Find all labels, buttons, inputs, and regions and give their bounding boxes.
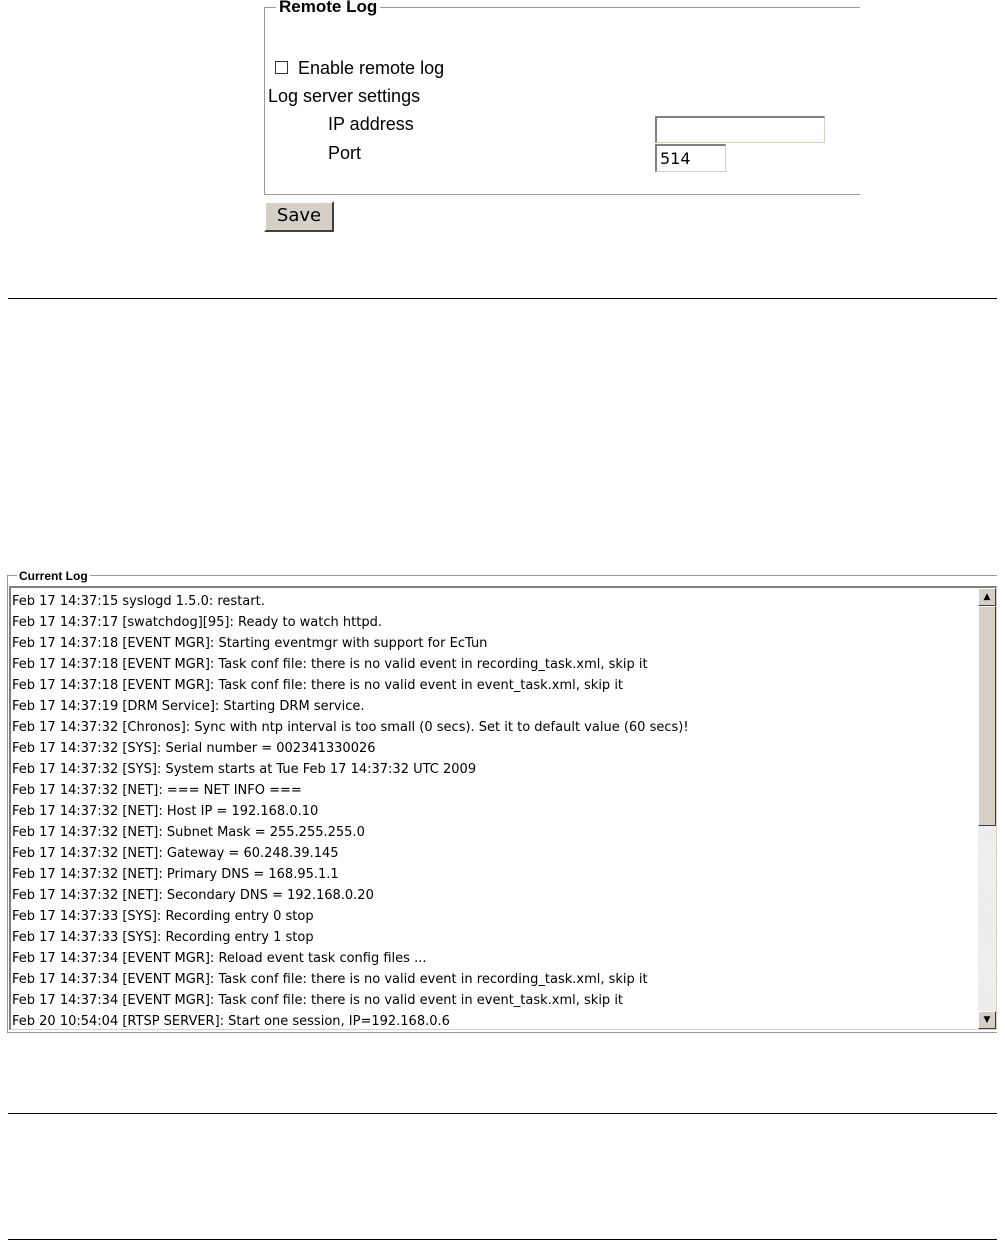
log-line: Feb 17 14:37:17 [swatchdog][95]: Ready to watch httpd. [12, 615, 382, 630]
log-textarea[interactable] [9, 586, 997, 1030]
divider [8, 298, 997, 299]
log-line: Feb 20 10:54:04 [RTSP SERVER]: Start one session, IP=192.168.0.6 [12, 1014, 450, 1029]
log-line: Feb 17 14:37:32 [Chronos]: Sync with ntp interval is too small (0 secs). Set it to default value (60 secs)! [12, 720, 689, 735]
divider [8, 1113, 997, 1114]
save-button[interactable]: Save [264, 201, 334, 232]
log-line: Feb 17 14:37:32 [NET]: Primary DNS = 168.95.1.1 [12, 867, 339, 882]
enable-remote-log-label[interactable]: Enable remote log [298, 58, 445, 78]
log-line: Feb 17 14:37:18 [EVENT MGR]: Task conf file: there is no valid event in recording_task.xml, skip it [12, 657, 648, 672]
log-line: Feb 17 14:37:32 [NET]: Subnet Mask = 255.255.255.0 [12, 825, 365, 840]
log-line: Feb 17 14:37:18 [EVENT MGR]: Starting eventmgr with support for EcTun [12, 636, 488, 651]
log-line: Feb 17 14:37:34 [EVENT MGR]: Task conf file: there is no valid event in event_task.xml, skip it [12, 993, 624, 1008]
log-lines [11, 591, 976, 1030]
scroll-down-icon[interactable]: ▼ [978, 1011, 996, 1029]
log-line: Feb 17 14:37:19 [DRM Service]: Starting DRM service. [12, 699, 365, 714]
log-line: Feb 17 14:37:18 [EVENT MGR]: Task conf file: there is no valid event in event_task.xml, skip it [12, 678, 624, 693]
log-line: Feb 17 14:37:32 [NET]: Host IP = 192.168.0.10 [12, 804, 319, 819]
log-line: Feb 17 14:37:34 [EVENT MGR]: Task conf file: there is no valid event in recording_task.xml, skip it [12, 972, 648, 987]
log-scrollbar[interactable] [978, 588, 996, 1029]
current-log-legend: Current Log [19, 569, 88, 583]
log-line: Feb 17 14:37:34 [EVENT MGR]: Reload event task config files ... [12, 951, 427, 966]
port-input[interactable] [655, 144, 726, 172]
log-line: Feb 17 14:37:33 [SYS]: Recording entry 0 stop [12, 909, 314, 924]
enable-remote-log-checkbox[interactable] [275, 61, 288, 74]
scrollbar-thumb[interactable] [978, 606, 996, 826]
port-label: Port [328, 143, 362, 163]
log-line: Feb 17 14:37:32 [SYS]: Serial number = 002341330026 [12, 741, 376, 756]
ip-address-label: IP address [328, 114, 414, 134]
log-line: Feb 17 14:37:33 [SYS]: Recording entry 1 stop [12, 930, 314, 945]
log-line: Feb 17 14:37:32 [NET]: === NET INFO === [12, 783, 302, 798]
ip-address-input[interactable] [655, 116, 825, 143]
log-line: Feb 17 14:37:15 syslogd 1.5.0: restart. [12, 594, 265, 609]
log-server-settings-label: Log server settings [268, 86, 421, 106]
log-line: Feb 17 14:37:32 [NET]: Secondary DNS = 192.168.0.20 [12, 888, 374, 903]
remote-log-legend: Remote Log [276, 0, 380, 17]
scroll-up-icon[interactable]: ▲ [978, 588, 996, 606]
log-line: Feb 17 14:37:32 [NET]: Gateway = 60.248.39.145 [12, 846, 339, 861]
log-line: Feb 17 14:37:32 [SYS]: System starts at Tue Feb 17 14:37:32 UTC 2009 [12, 762, 477, 777]
